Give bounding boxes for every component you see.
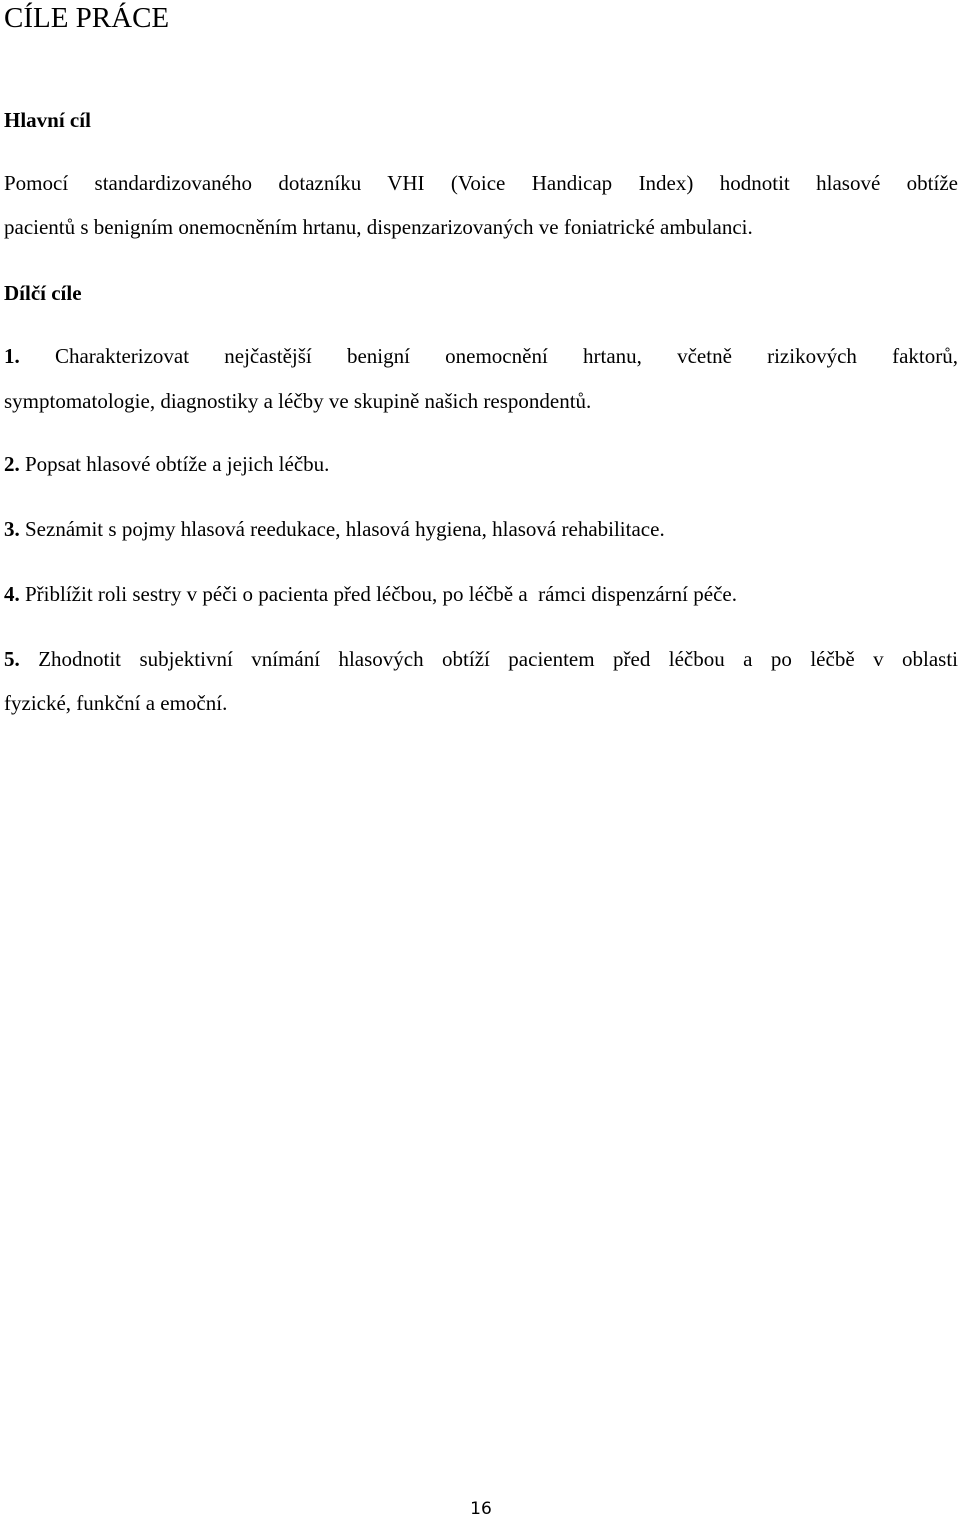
item-number: 5. [4, 647, 20, 671]
item-text: Seznámit s pojmy hlasová reedukace, hlasová hygiena, hlasová rehabilitace. [25, 517, 665, 541]
sub-goal-item-2 [4, 442, 958, 486]
item-number: 2. [4, 452, 20, 476]
main-goal-text-line: pacientů s benigním onemocněním hrtanu, dispenzarizovaných ve foniatrické ambulanci. [4, 215, 753, 239]
sub-goal-item-1 [4, 334, 958, 378]
main-goal-heading: Hlavní cíl [4, 108, 91, 132]
sub-goal-item-3 [4, 507, 958, 551]
item-number: 1. [4, 344, 20, 368]
sub-goal-item-4 [4, 572, 958, 616]
sub-goal-item-1-cont: symptomatologie, diagnostiky a léčby ve skupině našich respondentů. [4, 389, 592, 413]
item-text: Popsat hlasové obtíže a jejich léčbu. [25, 452, 330, 476]
sub-goal-item-5-cont: fyzické, funkční a emoční. [4, 691, 228, 715]
item-text: Přiblížit roli sestry v péči o pacienta před léčbou, po léčbě a rámci dispenzární péče. [25, 582, 737, 606]
sub-goals-heading: Dílčí cíle [4, 281, 82, 305]
item-number: 4. [4, 582, 20, 606]
item-text: Zhodnotit subjektivní vnímání hlasových obtíží pacientem před léčbou a po léčbě v oblasti [38, 647, 959, 671]
main-goal-text-line: Pomocí standardizovaného dotazníku VHI (Voice Handicap Index) hodnotit hlasové obtíže [4, 171, 958, 195]
sub-goal-item-5 [4, 637, 958, 681]
item-number: 3. [4, 517, 20, 541]
item-text: Charakterizovat nejčastější benigní onemocnění hrtanu, včetně rizikových faktorů, [54, 344, 959, 368]
page-title: CÍLE PRÁCE [4, 2, 170, 34]
page-number: 16 [470, 1499, 492, 1519]
